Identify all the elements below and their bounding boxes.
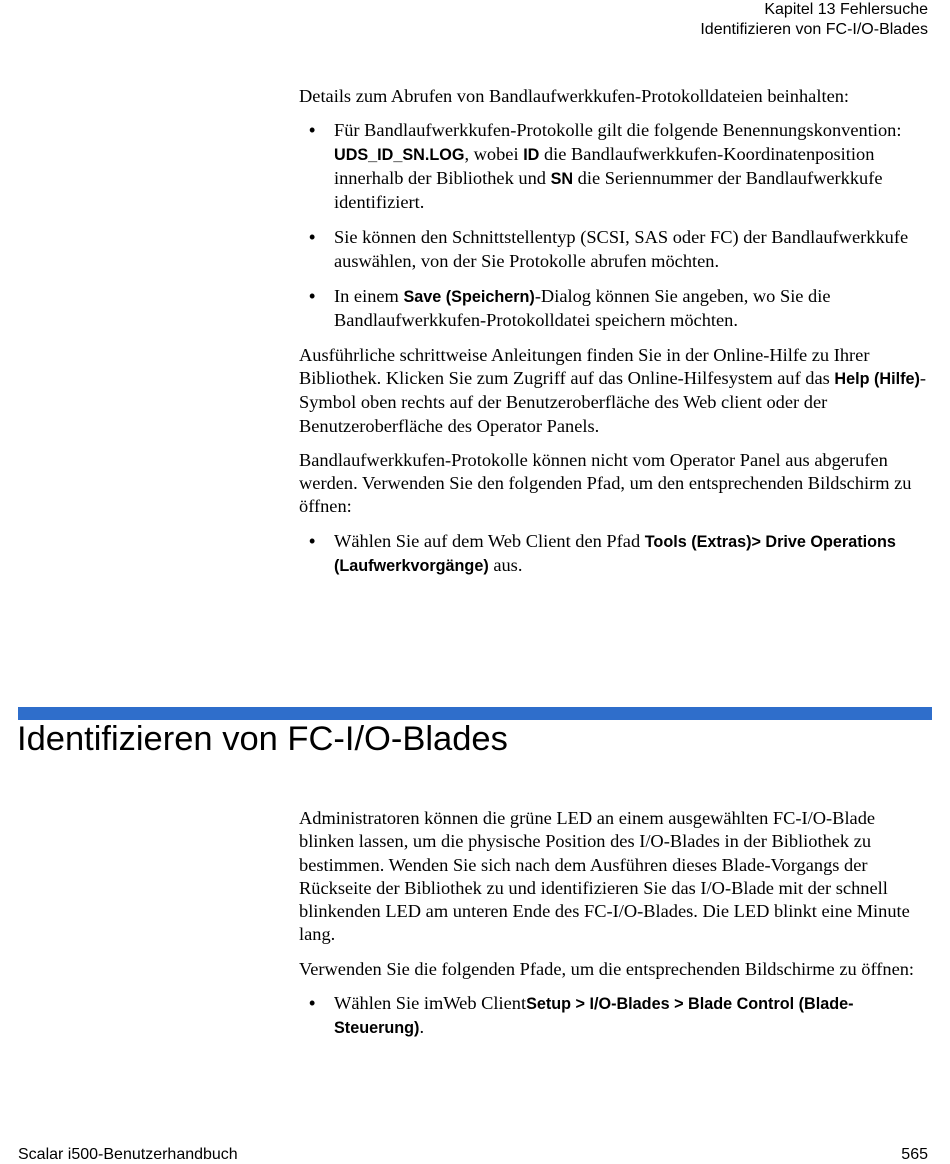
sn-term: SN [550, 169, 574, 188]
list-item [299, 119, 929, 214]
path-list [299, 530, 929, 579]
text-run: die Bandlaufwerkkufen-Koordinatenposition innerhalb der Bibliothek und [334, 143, 875, 188]
upper-content [299, 85, 929, 589]
bullet-icon: • [309, 227, 316, 248]
list-item [299, 992, 929, 1041]
running-header [700, 0, 928, 40]
list-item [299, 226, 929, 273]
header-section: Identifizieren von FC-I/O-Blades [700, 21, 928, 38]
help-paragraph [299, 344, 929, 438]
intro-paragraph: Details zum Abrufen von Bandlaufwerkkufen-Protokolldateien beinhalten: [299, 86, 850, 106]
list-item [299, 285, 929, 333]
help-term: Help (Hilfe) [834, 369, 920, 388]
list-item [299, 530, 929, 579]
bullet-icon: • [309, 120, 316, 141]
paths-intro-paragraph: Verwenden Sie die folgenden Pfade, um die entsprechenden Bildschirme zu öffnen: [299, 958, 915, 979]
footer-title: Scalar i500-Benutzerhandbuch [18, 1146, 238, 1163]
text-run: Wählen Sie auf dem Web Client den Pfad [334, 530, 645, 551]
blade-paragraph: Administratoren können die grüne LED an einem ausgewählten FC-I/O-Blade blinken lassen, um die physische Position des I/O-Blades in der Bibliothek zu bestimmen. Wenden Sie sich nach dem Ausführen dieses Blade-Vorgangs der Rückseite der Bibliothek zu und identifizieren Sie das I/O-Blade mit der schnell blinkenden LED am unteren Ende des FC-I/O-Blades. Die LED blinkt eine Minute lang. [299, 808, 910, 945]
menu-path: Setup > I/O-Blades > Blade Control (Blade-Steuerung) [334, 995, 854, 1038]
text-run: die Seriennummer der Bandlaufwerkkufe identifiziert. [334, 167, 883, 213]
filename-convention: UDS_ID_SN.LOG [334, 145, 465, 164]
text-run: . [419, 1017, 425, 1038]
text-run: -Dialog können Sie angeben, wo Sie die Bandlaufwerkkufen-Protokolldatei speichern möchten. [334, 286, 831, 331]
text-run: aus. [488, 555, 523, 576]
blade-path-list [299, 992, 929, 1041]
section-title: Identifizieren von FC-I/O-Blades [17, 720, 508, 758]
text-run: , wobei [464, 143, 524, 164]
save-dialog-term: Save (Speichern) [403, 288, 535, 307]
id-term: ID [523, 145, 540, 164]
bullet-icon: • [309, 993, 316, 1014]
text-run: Sie können den Schnittstellentyp (SCSI, SAS oder FC) der Bandlaufwerkkufe auswählen, von der Sie Protokolle abrufen möchten. [334, 227, 909, 271]
bullet-icon: • [309, 286, 316, 307]
text-run: -Symbol oben rechts auf der Benutzeroberfläche des Web client oder der Benutzeroberfläche des Operator Panels. [299, 367, 926, 436]
text-run: In einem [334, 286, 404, 307]
header-chapter: Kapitel 13 Fehlersuche [764, 1, 928, 18]
text-run: Wählen Sie imWeb Client [334, 993, 527, 1014]
page-number: 565 [901, 1146, 928, 1163]
menu-path: Tools (Extras)> Drive Operations (Laufwerkvorgänge) [334, 532, 896, 576]
path-intro-paragraph: Bandlaufwerkkufen-Protokolle können nicht vom Operator Panel aus abgerufen werden. Verwenden Sie den folgenden Pfad, um den entsprechenden Bildschirm zu öffnen: [299, 449, 912, 517]
lower-content [299, 807, 929, 1052]
bullet-icon: • [309, 530, 316, 551]
text-run: Ausführliche schrittweise Anleitungen finden Sie in der Online-Hilfe zu Ihrer Bibliothek. Klicken Sie zum Zugriff auf das Online-Hilfesystem auf das [299, 344, 870, 388]
text-run: Für Bandlaufwerkkufen-Protokolle gilt die folgende Benennungskonvention: [334, 120, 902, 141]
log-details-list [299, 119, 929, 332]
